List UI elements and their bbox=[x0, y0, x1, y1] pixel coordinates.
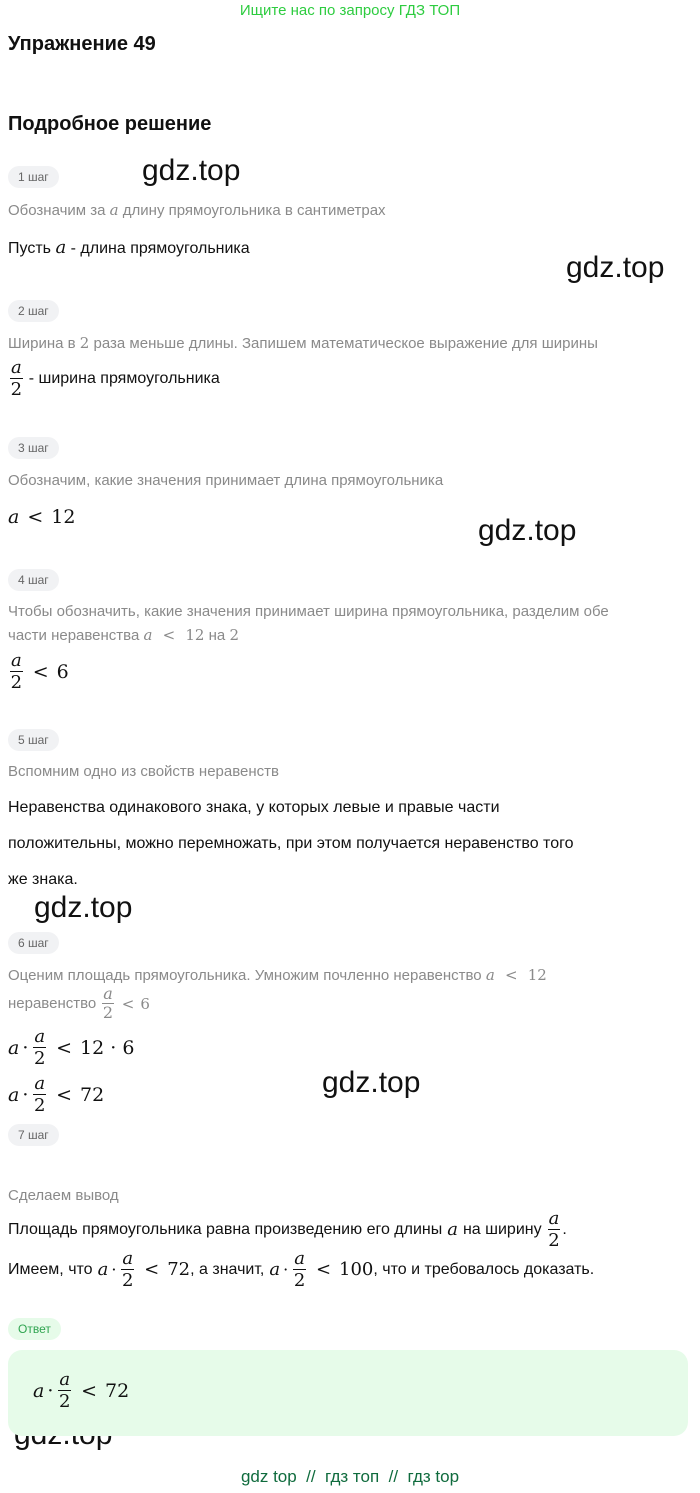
step-badge-label: 3 шаг bbox=[8, 437, 59, 459]
fraction-numerator: a bbox=[59, 1369, 71, 1390]
math-num: 100 bbox=[339, 1258, 374, 1280]
fraction bbox=[10, 357, 23, 400]
step-badge bbox=[8, 437, 59, 459]
hint-text: Оценим площадь прямоугольника. Умножим почленно неравенство bbox=[8, 967, 482, 984]
step-hint bbox=[8, 333, 598, 354]
fraction bbox=[33, 1073, 46, 1116]
footer-links[interactable]: gdz top // гдз топ // гдз top bbox=[240, 1467, 460, 1486]
fraction bbox=[548, 1208, 561, 1251]
step-badge-label: 2 шаг bbox=[8, 300, 59, 322]
math-num: 72 bbox=[167, 1258, 191, 1280]
step-text-part: на ширину bbox=[462, 1220, 542, 1238]
step-badge bbox=[8, 569, 59, 591]
math-line bbox=[8, 505, 75, 529]
math-op: < bbox=[81, 1379, 98, 1402]
step-badge bbox=[8, 932, 59, 954]
search-banner[interactable]: Ищите нас по запросу ГДЗ ТОП bbox=[239, 2, 461, 19]
math-line bbox=[8, 1026, 134, 1069]
step-hint: Чтобы обозначить, какие значения принимает ширина прямоугольника, разделим обе bbox=[8, 603, 609, 620]
math-op: < bbox=[121, 994, 135, 1013]
paragraph-line: же знака. bbox=[8, 871, 78, 888]
page-title: Упражнение 49 bbox=[8, 33, 156, 55]
step-text-part: - длина прямоугольника bbox=[70, 240, 250, 257]
fraction-denominator: 2 bbox=[34, 1095, 46, 1116]
math-num: 2 bbox=[229, 626, 239, 644]
step-text-part: . bbox=[562, 1220, 567, 1238]
math-num: 12 bbox=[51, 506, 76, 528]
answer-badge-label: Ответ bbox=[8, 1318, 61, 1340]
conclusion-line bbox=[8, 1208, 567, 1251]
step-text-part: Имеем, что bbox=[8, 1260, 93, 1278]
math-op: < bbox=[144, 1258, 160, 1280]
watermark: gdz.top bbox=[34, 891, 133, 924]
math-num: 12 bbox=[185, 626, 205, 644]
step-text-part: , а значит, bbox=[190, 1260, 265, 1278]
fraction-numerator: a bbox=[34, 1026, 46, 1047]
fraction bbox=[58, 1369, 71, 1412]
math-var: a bbox=[109, 201, 119, 219]
step-paragraph bbox=[8, 790, 573, 898]
math-op: < bbox=[504, 966, 518, 984]
step-hint: Вспомним одно из свойств неравенств bbox=[8, 763, 280, 780]
math-num: 72 bbox=[105, 1379, 130, 1402]
math-num: 12 bbox=[527, 966, 547, 984]
fraction-denominator: 2 bbox=[34, 1048, 46, 1069]
fraction-denominator: 2 bbox=[548, 1230, 560, 1251]
math-var: a bbox=[33, 1379, 45, 1402]
step-text bbox=[8, 238, 250, 259]
step-badge-label: 4 шаг bbox=[8, 569, 59, 591]
math-op: < bbox=[56, 1083, 73, 1106]
fraction-denominator: 2 bbox=[293, 1270, 306, 1291]
math-line bbox=[8, 650, 69, 693]
step-badge-label: 5 шаг bbox=[8, 729, 59, 751]
section-title: Подробное решение bbox=[8, 113, 212, 135]
math-op: · bbox=[22, 1083, 29, 1106]
math-var: a bbox=[143, 626, 153, 644]
fraction-denominator: 2 bbox=[10, 379, 23, 400]
math-op: · bbox=[47, 1379, 54, 1402]
fraction-numerator: a bbox=[11, 650, 22, 671]
hint-text: раза меньше длины. Запишем математическое выражение для ширины bbox=[93, 335, 598, 352]
paragraph-line: Неравенства одинакового знака, у которых левые и правые части bbox=[8, 799, 500, 816]
fraction bbox=[33, 1026, 46, 1069]
paragraph-line: положительны, можно перемножать, при этом получается неравенство того bbox=[8, 835, 574, 852]
math-op: < bbox=[162, 626, 176, 644]
math-var: a bbox=[447, 1218, 458, 1240]
step-text-part: Пусть bbox=[8, 240, 51, 257]
hint-text: Ширина в bbox=[8, 335, 76, 352]
step-badge bbox=[8, 166, 59, 188]
watermark: gdz.top bbox=[566, 251, 665, 284]
math-var: a bbox=[8, 1083, 20, 1106]
watermark: gdz.top bbox=[478, 514, 577, 547]
fraction bbox=[121, 1248, 134, 1291]
hint-text: длину прямоугольника в сантиметрах bbox=[122, 202, 386, 219]
fraction-numerator: a bbox=[548, 1208, 560, 1229]
hint-text: Обозначим за bbox=[8, 202, 106, 219]
math-num: 6 bbox=[140, 994, 150, 1013]
fraction-numerator: a bbox=[34, 1073, 46, 1094]
step-hint bbox=[8, 200, 386, 221]
step-hint bbox=[8, 965, 547, 986]
answer-math bbox=[33, 1369, 129, 1412]
math-op: < bbox=[27, 506, 44, 528]
math-var: a bbox=[97, 1258, 109, 1280]
fraction-numerator: a bbox=[294, 1248, 305, 1269]
step-badge-label: 7 шаг bbox=[8, 1124, 59, 1146]
math-line bbox=[8, 1073, 104, 1116]
watermark: gdz.top bbox=[322, 1066, 421, 1099]
math-op: · bbox=[283, 1259, 289, 1279]
step-text-part: , что и требовалось доказать. bbox=[373, 1260, 595, 1278]
math-var: a bbox=[485, 966, 495, 984]
hint-text: неравенство bbox=[8, 994, 97, 1012]
fraction-denominator: 2 bbox=[102, 1003, 114, 1022]
fraction bbox=[293, 1248, 306, 1291]
step-badge-label: 1 шаг bbox=[8, 166, 59, 188]
math-num: 72 bbox=[80, 1083, 105, 1106]
fraction-numerator: a bbox=[122, 1248, 134, 1269]
fraction-denominator: 2 bbox=[59, 1391, 71, 1412]
step-hint bbox=[8, 985, 150, 1022]
fraction bbox=[10, 650, 23, 693]
fraction-numerator: a bbox=[103, 984, 113, 1003]
step-text bbox=[8, 357, 220, 400]
hint-text: части неравенства bbox=[8, 627, 140, 644]
step-badge bbox=[8, 300, 59, 322]
math-num: 12 · 6 bbox=[80, 1036, 135, 1059]
step-text-part: Площадь прямоугольника равна произведению его длины bbox=[8, 1220, 443, 1238]
math-op: < bbox=[32, 660, 49, 683]
math-num: 6 bbox=[56, 660, 69, 683]
math-var: a bbox=[55, 237, 67, 258]
step-badge-label: 6 шаг bbox=[8, 932, 59, 954]
math-var: a bbox=[8, 506, 20, 528]
step-badge bbox=[8, 729, 59, 751]
math-op: < bbox=[315, 1258, 332, 1280]
math-op: · bbox=[22, 1036, 29, 1059]
math-op: < bbox=[56, 1036, 73, 1059]
math-var: a bbox=[8, 1036, 20, 1059]
step-text-part: - ширина прямоугольника bbox=[28, 369, 220, 387]
step-hint: Сделаем вывод bbox=[8, 1187, 119, 1204]
step-hint bbox=[8, 625, 239, 646]
watermark: gdz.top bbox=[142, 154, 241, 187]
hint-text: на bbox=[208, 627, 226, 644]
math-var: a bbox=[269, 1258, 281, 1280]
fraction-denominator: 2 bbox=[122, 1270, 134, 1291]
step-badge bbox=[8, 1124, 59, 1146]
math-num: 2 bbox=[79, 334, 90, 352]
math-op: · bbox=[111, 1259, 117, 1279]
answer-badge bbox=[8, 1318, 61, 1340]
step-hint: Обозначим, какие значения принимает длина прямоугольника bbox=[8, 472, 444, 489]
fraction-numerator: a bbox=[11, 357, 22, 378]
conclusion-line bbox=[8, 1248, 594, 1291]
fraction-denominator: 2 bbox=[10, 672, 23, 693]
fraction bbox=[102, 985, 114, 1022]
